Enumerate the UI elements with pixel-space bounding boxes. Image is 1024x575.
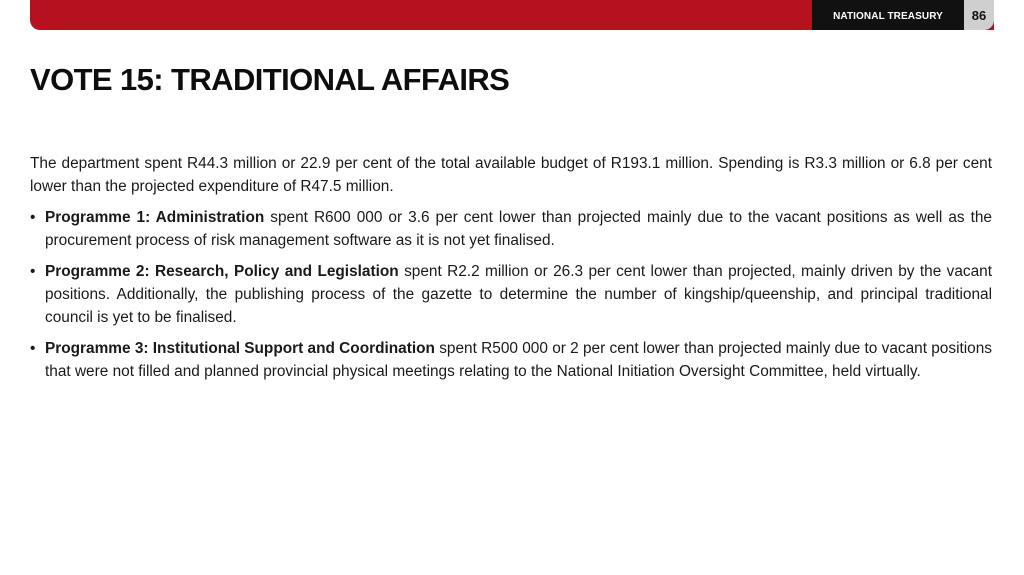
- page-number: 86: [971, 8, 987, 23]
- brand-box: [812, 0, 964, 30]
- programme-text: spent R500 000 or 2 per cent lower than projected mainly due to vacant positions that were not filled and planned provincial physical meetings relating to the National Initiation Oversight Committee, held virtually.: [45, 340, 992, 380]
- programme-text: spent R2.2 million or 26.3 per cent lower than projected, mainly driven by the vacant positions. Additionally, the publishing process of the gazette to determine the number of kingship/queenship, and principal traditional council is yet to be finalised.: [45, 263, 992, 326]
- brand-name: NATIONAL TREASURY: [833, 10, 943, 22]
- page-title: VOTE 15: TRADITIONAL AFFAIRS: [30, 62, 510, 97]
- bullet-icon: •: [30, 209, 36, 226]
- programme-list: [30, 206, 992, 383]
- programme-item-2: [30, 260, 992, 329]
- programme-text: spent R600 000 or 3.6 per cent lower than projected mainly due to the vacant positions as well as the procurement process of risk management software as it is not yet finalised.: [45, 209, 992, 249]
- programme-item-1: [30, 206, 992, 252]
- bullet-icon: •: [30, 263, 36, 280]
- bullet-icon: •: [30, 340, 36, 357]
- programme-label: Programme 3: Institutional Support and Coordination: [45, 340, 435, 357]
- programme-item-3: [30, 337, 992, 383]
- header-bar: [30, 0, 994, 30]
- intro-paragraph: The department spent R44.3 million or 22.9 per cent of the total available budget of R193.1 million. Spending is R3.3 million or 6.8 per cent lower than the projected expenditure of R47.5 million.: [30, 155, 992, 195]
- page-number-box: [964, 0, 994, 30]
- programme-label: Programme 2: Research, Policy and Legislation: [45, 263, 399, 280]
- slide-body: [30, 152, 992, 391]
- programme-label: Programme 1: Administration: [45, 209, 265, 226]
